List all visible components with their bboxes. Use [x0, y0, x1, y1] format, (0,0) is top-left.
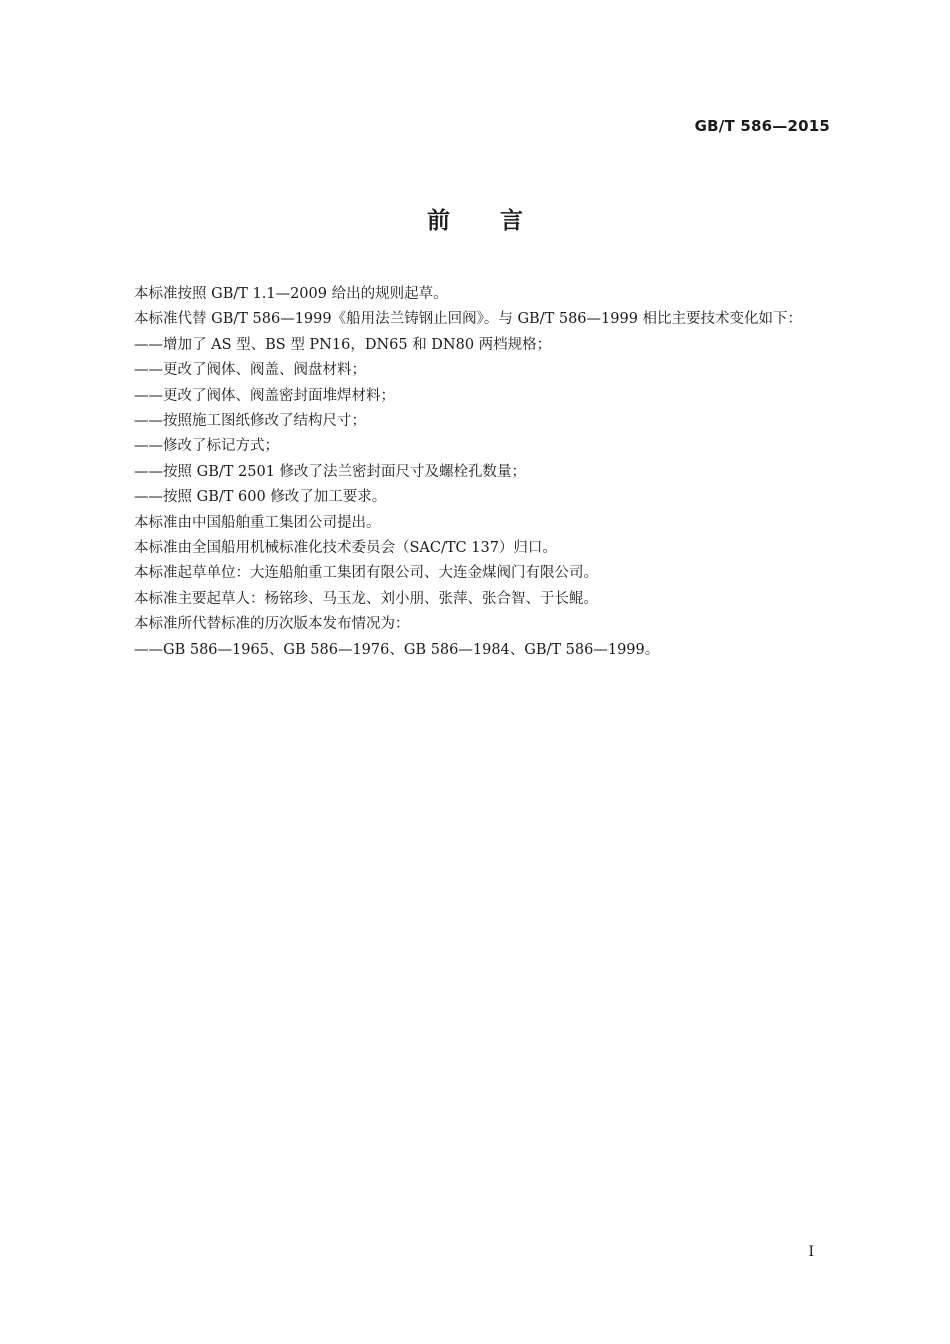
page-number: I: [808, 1244, 814, 1260]
list-item: ——更改了阀体、阀盖、阀盘材料；: [134, 362, 366, 379]
paragraph-replacement: 本标准代替 GB/T 586—1999《船用法兰铸钢止回阀》。与 GB/T 586—1999 相比主要技术变化如下：: [134, 311, 803, 328]
list-item: ——GB 586—1965、GB 586—1976、GB 586—1984、GB/T 586—1999。: [134, 641, 660, 658]
paragraph-committee: 本标准由全国船用机械标准化技术委员会（SAC/TC 137）归口。: [134, 540, 557, 557]
paragraph-proposer: 本标准由中国船舶重工集团公司提出。: [134, 514, 381, 531]
changes-list: [106, 333, 832, 511]
paragraph-drafting-rules: 本标准按照 GB/T 1.1—2009 给出的规则起草。: [134, 286, 448, 302]
list-item: ——增加了 AS 型、BS 型 PN16，DN65 和 DN80 两档规格；: [134, 336, 552, 353]
foreword-body: [106, 282, 832, 663]
history-list: [106, 638, 832, 663]
list-item: ——按照施工图纸修改了结构尺寸；: [134, 413, 366, 430]
list-item: ——更改了阀体、阀盖密封面堆焊材料；: [134, 387, 395, 404]
list-item: ——修改了标记方式；: [134, 438, 279, 455]
paragraph-drafting-units: 本标准起草单位：大连船舶重工集团有限公司、大连金煤阀门有限公司。: [134, 565, 598, 582]
paragraph-drafters: 本标准主要起草人：杨铭珍、马玉龙、刘小朋、张萍、张合智、于长鲲。: [134, 590, 598, 607]
list-item: ——按照 GB/T 2501 修改了法兰密封面尺寸及螺栓孔数量；: [134, 463, 527, 480]
list-item: ——按照 GB/T 600 修改了加工要求。: [134, 489, 387, 506]
paragraph-history-intro: 本标准所代替标准的历次版本发布情况为：: [134, 616, 410, 633]
page-title: 前言: [427, 208, 573, 234]
standard-number: GB/T 586—2015: [694, 117, 830, 135]
